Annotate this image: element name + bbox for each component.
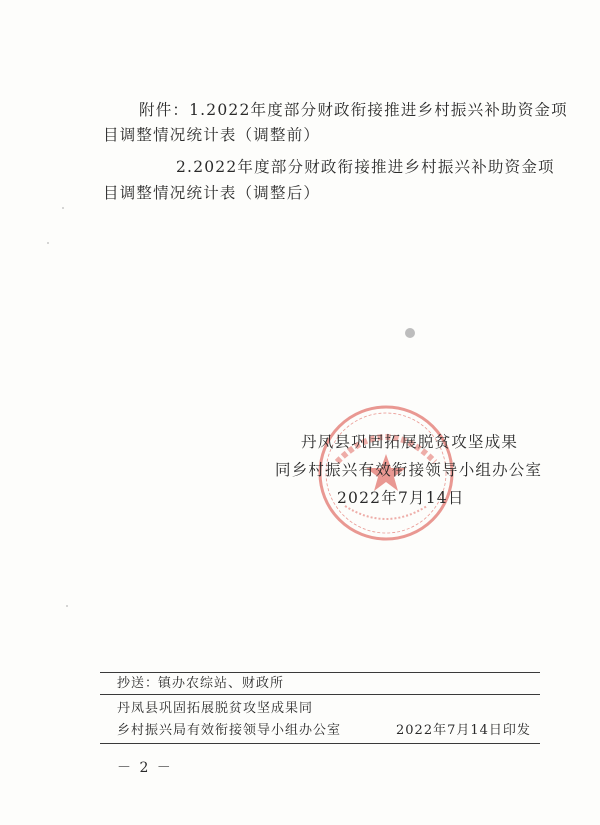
signature-org-line-2: 同乡村振兴有效衔接领导小组办公室 — [275, 461, 543, 479]
footer-top-rule — [100, 672, 540, 673]
scan-speck — [405, 328, 415, 338]
issuer-line-1: 丹凤县巩固拓展脱贫攻坚成果同 — [117, 701, 314, 716]
issue-date: 2022年7月14日印发 — [396, 723, 531, 738]
attachment-1-line-1: 附件：1.2022年度部分财政衔接推进乡村振兴补助资金项 — [139, 101, 568, 119]
attachment-1-line-2: 目调整情况统计表（调整前） — [103, 126, 321, 144]
cc-recipients: 镇办农综站、财政所 — [158, 676, 285, 691]
issuer-line-2: 乡村振兴局有效衔接领导小组办公室 — [117, 723, 342, 738]
signature-date: 2022年7月14日 — [337, 489, 465, 507]
scan-dust — [47, 242, 49, 244]
attachment-2-line-2: 目调整情况统计表（调整后） — [103, 184, 321, 202]
cc-label: 抄送： — [117, 676, 160, 691]
footer-bottom-rule — [100, 743, 540, 744]
scan-dust — [62, 207, 64, 209]
signature-org-line-1: 丹凤县巩固拓展脱贫攻坚成果 — [301, 433, 519, 451]
scan-dust — [66, 605, 68, 607]
footer-middle-rule — [100, 694, 540, 695]
attachment-2-line-1: 2.2022年度部分财政衔接推进乡村振兴补助资金项 — [176, 158, 555, 176]
page-number: － 2 － — [117, 760, 173, 776]
